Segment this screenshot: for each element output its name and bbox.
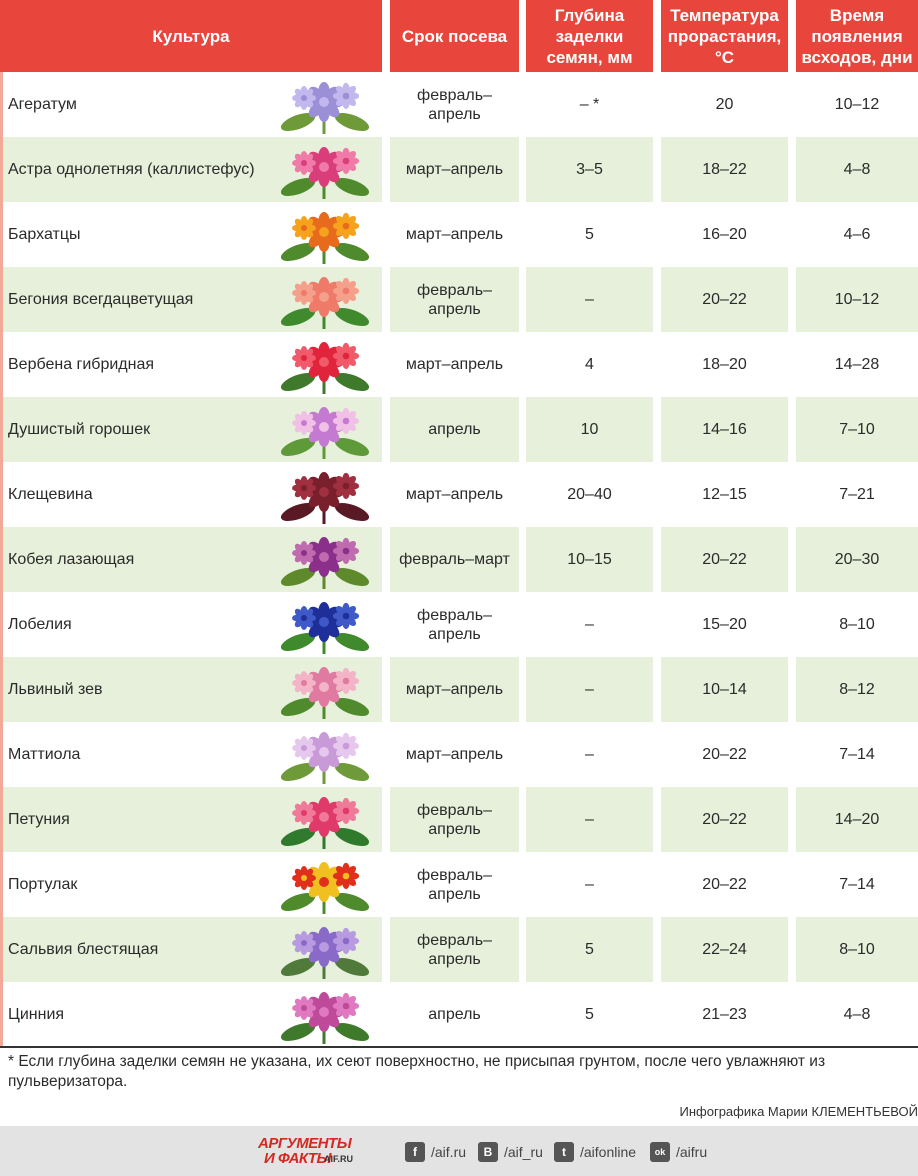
sowing-cell-text: февраль– апрель [417, 281, 492, 318]
temperature-cell [661, 852, 788, 917]
emergence-days-cell-text: 4–6 [843, 226, 871, 243]
vk-icon: В [478, 1142, 498, 1162]
begonia-flower-icon [268, 269, 380, 330]
footnote: * Если глубина заделки семян не указана, их сеют поверхностно, не присыпая грунтом, после чего увлажняют из пульверизатора. [8, 1053, 826, 1090]
culture-cell-text: Бегония всегдацветущая [8, 291, 194, 308]
marigold-flower-icon [268, 204, 380, 265]
sowing-cell-text: март–апрель [405, 746, 504, 763]
social-odnoklassniki[interactable] [650, 1141, 707, 1163]
culture-cell-text: Вербена гибридная [8, 356, 155, 373]
header-sowing-label: Срок посева [401, 26, 508, 46]
emergence-days-cell-text: 8–10 [839, 941, 875, 958]
sowing-cell-text: март–апрель [405, 681, 504, 698]
header-depth [526, 0, 653, 72]
table-row [0, 917, 918, 982]
table-row [0, 72, 918, 137]
emergence-days-cell [796, 722, 918, 787]
sowing-cell [390, 202, 519, 267]
table-row [0, 592, 918, 657]
sowing-cell [390, 267, 519, 332]
emergence-days-cell [796, 137, 918, 202]
culture-cell-text: Сальвия блестящая [8, 941, 159, 958]
temperature-cell [661, 917, 788, 982]
temperature-cell [661, 397, 788, 462]
sowing-cell [390, 917, 519, 982]
temperature-cell-text: 18–20 [702, 356, 747, 373]
facebook-icon: f [405, 1142, 425, 1162]
logo-site: AIF.RU [324, 1154, 353, 1164]
depth-cell [526, 202, 653, 267]
culture-cell-text: Львиный зев [8, 681, 103, 698]
culture-cell [0, 592, 382, 657]
depth-cell-text: 10 [580, 421, 599, 438]
temperature-cell-text: 16–20 [702, 226, 747, 243]
depth-cell [526, 332, 653, 397]
temperature-cell-text: 18–22 [702, 161, 747, 178]
sowing-cell [390, 657, 519, 722]
temperature-cell-text: 22–24 [702, 941, 747, 958]
emergence-days-cell [796, 397, 918, 462]
emergence-days-cell [796, 527, 918, 592]
depth-cell [526, 397, 653, 462]
aif-logo[interactable] [258, 1135, 370, 1169]
temperature-cell-text: 20–22 [702, 746, 747, 763]
culture-cell [0, 722, 382, 787]
depth-cell-text: 5 [585, 941, 594, 958]
depth-cell [526, 852, 653, 917]
culture-cell [0, 657, 382, 722]
depth-cell [526, 527, 653, 592]
depth-cell [526, 982, 653, 1047]
matthiola-flower-icon [268, 724, 380, 785]
depth-cell-text: – [585, 876, 594, 893]
temperature-cell [661, 332, 788, 397]
header-depth-label: Глубина заделки семян, мм [546, 5, 633, 67]
temperature-cell [661, 592, 788, 657]
culture-cell [0, 462, 382, 527]
sowing-cell [390, 397, 519, 462]
logo-line-2: И ФАКТЫ [264, 1150, 331, 1167]
header-culture-label: Культура [152, 26, 230, 46]
culture-cell [0, 982, 382, 1047]
sowing-cell [390, 592, 519, 657]
header-temperature [661, 0, 788, 72]
header-emergence-time [796, 0, 918, 72]
temperature-cell [661, 267, 788, 332]
culture-cell [0, 72, 382, 137]
culture-cell-text: Бархатцы [8, 226, 81, 243]
emergence-days-cell-text: 8–12 [839, 681, 875, 698]
sowing-cell [390, 137, 519, 202]
sowing-cell-text: апрель [428, 1006, 481, 1023]
sowing-cell-text: март–апрель [405, 486, 504, 503]
table-row [0, 462, 918, 527]
temperature-cell-text: 21–23 [702, 1006, 747, 1023]
infographic-credit: Инфографика Марии КЛЕМЕНТЬЕВОЙ [679, 1104, 918, 1119]
lobelia-flower-icon [268, 594, 380, 655]
depth-cell-text: 4 [585, 356, 594, 373]
emergence-days-cell-text: 4–8 [843, 161, 871, 178]
culture-cell [0, 202, 382, 267]
temperature-cell [661, 527, 788, 592]
depth-cell-text: 5 [585, 1006, 594, 1023]
social-vk-label: /aif_ru [504, 1144, 543, 1160]
temperature-cell [661, 202, 788, 267]
sowing-cell-text: март–апрель [405, 161, 504, 178]
cobaea-flower-icon [268, 529, 380, 590]
sowing-cell [390, 462, 519, 527]
ageratum-flower-icon [268, 74, 380, 135]
culture-cell [0, 787, 382, 852]
temperature-cell [661, 72, 788, 137]
emergence-days-cell [796, 852, 918, 917]
depth-cell [526, 657, 653, 722]
table-row [0, 397, 918, 462]
temperature-cell [661, 982, 788, 1047]
temperature-cell-text: 12–15 [702, 486, 747, 503]
emergence-days-cell-text: 20–30 [834, 551, 880, 568]
depth-cell-text: 3–5 [576, 161, 603, 178]
depth-cell-text: 5 [585, 226, 594, 243]
table-row [0, 787, 918, 852]
temperature-cell-text: 15–20 [702, 616, 747, 633]
temperature-cell-text: 20–22 [702, 811, 747, 828]
depth-cell-text: – [585, 811, 594, 828]
sowing-cell-text: март–апрель [405, 226, 504, 243]
salvia-flower-icon [268, 919, 380, 980]
header-emergence-time-label: Время появления всходов, дни [801, 5, 913, 67]
depth-cell-text: – * [579, 96, 600, 113]
culture-cell-text: Портулак [8, 876, 78, 893]
culture-cell [0, 137, 382, 202]
depth-cell [526, 72, 653, 137]
table-row [0, 982, 918, 1047]
header-sowing [390, 0, 519, 72]
culture-cell-text: Лобелия [8, 616, 72, 633]
culture-cell-text: Петуния [8, 811, 70, 828]
temperature-cell [661, 787, 788, 852]
sowing-cell [390, 72, 519, 137]
culture-cell [0, 267, 382, 332]
culture-cell-text: Астра однолетняя (каллистефус) [8, 161, 255, 178]
odnoklassniki-icon: ok [650, 1142, 670, 1162]
header-temperature-label: Температура прорастания, °С [667, 5, 782, 67]
twitter-icon: t [554, 1142, 574, 1162]
culture-cell [0, 852, 382, 917]
culture-cell [0, 527, 382, 592]
petunia-flower-icon [268, 789, 380, 850]
depth-cell [526, 267, 653, 332]
sowing-cell [390, 332, 519, 397]
header-culture [0, 0, 382, 72]
emergence-days-cell-text: 8–10 [839, 616, 875, 633]
emergence-days-cell-text: 10–12 [834, 291, 880, 308]
snapdragon-flower-icon [268, 659, 380, 720]
social-twitter[interactable] [554, 1141, 636, 1163]
emergence-days-cell [796, 592, 918, 657]
temperature-cell [661, 462, 788, 527]
zinnia-flower-icon [268, 984, 380, 1045]
culture-cell [0, 332, 382, 397]
table-row [0, 657, 918, 722]
emergence-days-cell [796, 202, 918, 267]
temperature-cell [661, 137, 788, 202]
sweet-pea-flower-icon [268, 399, 380, 460]
emergence-days-cell [796, 267, 918, 332]
aster-flower-icon [268, 139, 380, 200]
depth-cell [526, 137, 653, 202]
depth-cell [526, 592, 653, 657]
sowing-cell-text: февраль– апрель [417, 606, 492, 643]
table-row [0, 137, 918, 202]
left-accent-stripe [0, 72, 3, 1047]
culture-cell-text: Маттиола [8, 746, 81, 763]
sowing-cell [390, 982, 519, 1047]
table-row [0, 332, 918, 397]
emergence-days-cell-text: 14–20 [834, 811, 880, 828]
culture-cell-text: Кобея лазающая [8, 551, 135, 568]
sowing-cell-text: февраль– апрель [417, 866, 492, 903]
culture-cell-text: Душистый горошек [8, 421, 151, 438]
sowing-cell-text: апрель [428, 421, 481, 438]
table-bottom-divider [0, 1046, 918, 1048]
emergence-days-cell [796, 462, 918, 527]
sowing-cell [390, 852, 519, 917]
emergence-days-cell [796, 72, 918, 137]
culture-cell-text: Клещевина [8, 486, 93, 503]
sowing-cell [390, 722, 519, 787]
table-row [0, 852, 918, 917]
verbena-flower-icon [268, 334, 380, 395]
sowing-cell-text: февраль– апрель [417, 931, 492, 968]
depth-cell-text: – [585, 746, 594, 763]
depth-cell-text: – [585, 291, 594, 308]
depth-cell [526, 917, 653, 982]
emergence-days-cell [796, 332, 918, 397]
logo-line-1: АРГУМЕНТЫ [258, 1135, 352, 1152]
temperature-cell-text: 14–16 [702, 421, 747, 438]
culture-cell-text: Цинния [8, 1006, 65, 1023]
temperature-cell-text: 10–14 [702, 681, 747, 698]
depth-cell [526, 722, 653, 787]
depth-cell-text: 10–15 [567, 551, 612, 568]
sowing-cell-text: март–апрель [405, 356, 504, 373]
sowing-cell-text: февраль– апрель [417, 801, 492, 838]
emergence-days-cell-text: 7–21 [839, 486, 875, 503]
temperature-cell-text: 20–22 [702, 876, 747, 893]
emergence-days-cell-text: 10–12 [834, 96, 880, 113]
depth-cell [526, 462, 653, 527]
social-vk[interactable] [478, 1141, 543, 1163]
emergence-days-cell-text: 4–8 [843, 1006, 871, 1023]
temperature-cell-text: 20–22 [702, 291, 747, 308]
sowing-cell-text: февраль– апрель [417, 86, 492, 123]
culture-cell [0, 917, 382, 982]
emergence-days-cell [796, 657, 918, 722]
castor-plant-icon [268, 464, 380, 525]
social-facebook[interactable] [405, 1141, 466, 1163]
table-header [0, 0, 918, 72]
temperature-cell-text: 20–22 [702, 551, 747, 568]
emergence-days-cell [796, 982, 918, 1047]
emergence-days-cell-text: 7–14 [839, 746, 875, 763]
culture-cell-text: Агератум [8, 96, 77, 113]
culture-cell [0, 397, 382, 462]
portulaca-flower-icon [268, 854, 380, 915]
sowing-cell-text: февраль–март [399, 551, 510, 568]
depth-cell [526, 787, 653, 852]
table-row [0, 202, 918, 267]
temperature-cell [661, 722, 788, 787]
footer-bar [0, 1126, 918, 1176]
emergence-days-cell-text: 7–10 [839, 421, 875, 438]
temperature-cell [661, 657, 788, 722]
emergence-days-cell [796, 787, 918, 852]
table-row [0, 527, 918, 592]
depth-cell-text: – [585, 616, 594, 633]
social-facebook-label: /aif.ru [431, 1144, 467, 1160]
emergence-days-cell-text: 14–28 [834, 356, 880, 373]
social-twitter-label: /aifonline [580, 1144, 637, 1160]
sowing-cell [390, 787, 519, 852]
emergence-days-cell [796, 917, 918, 982]
sowing-cell [390, 527, 519, 592]
social-odnoklassniki-label: /aifru [676, 1144, 708, 1160]
temperature-cell-text: 20 [715, 96, 734, 113]
table-row [0, 267, 918, 332]
emergence-days-cell-text: 7–14 [839, 876, 875, 893]
depth-cell-text: 20–40 [567, 486, 612, 503]
depth-cell-text: – [585, 681, 594, 698]
table-row [0, 722, 918, 787]
